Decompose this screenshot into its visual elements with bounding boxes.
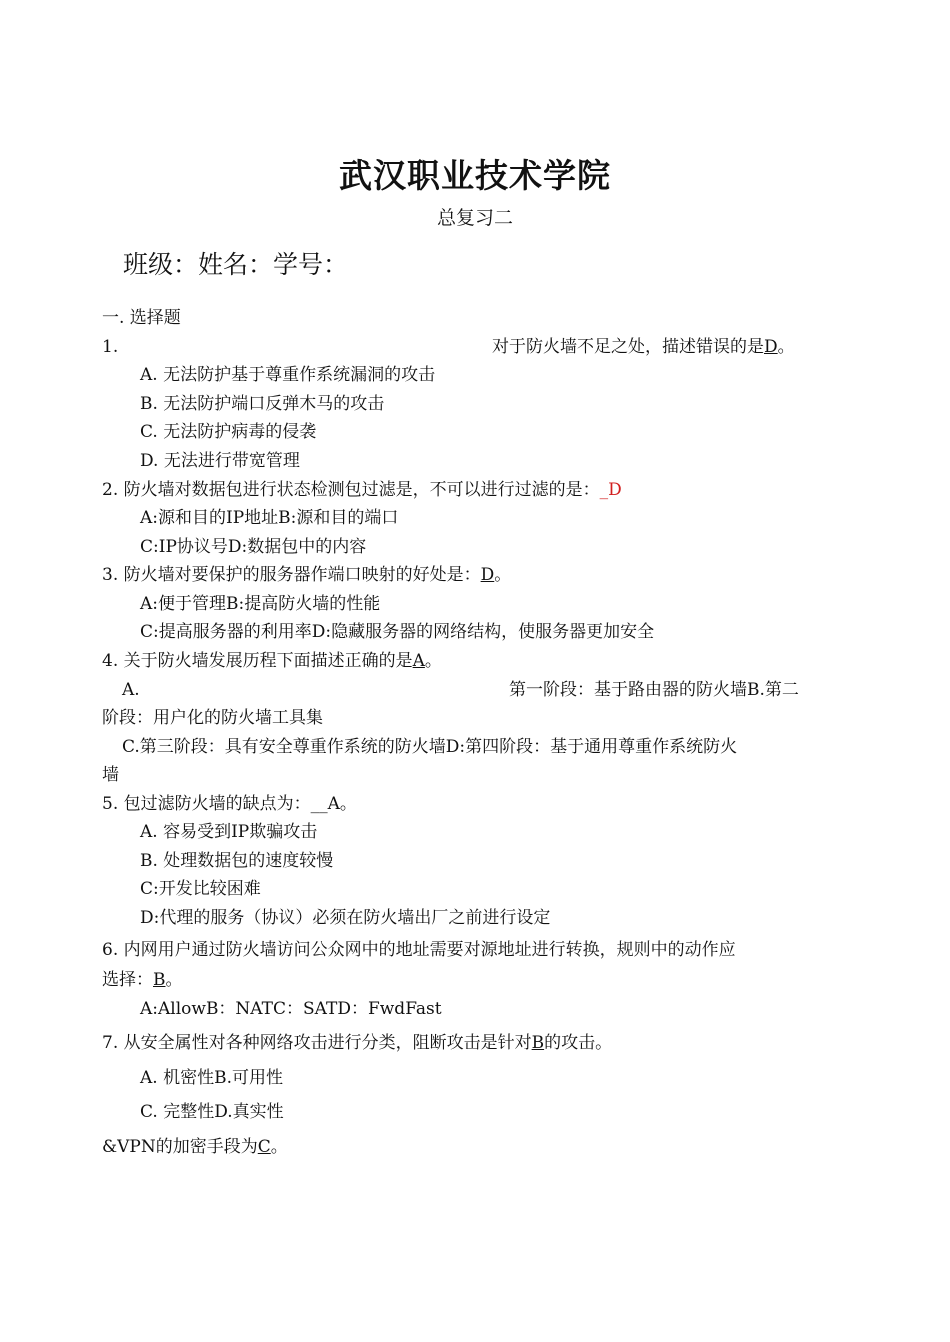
question-7-text: 7. 从安全属性对各种网络攻击进行分类，阻断攻击是针对 — [102, 1033, 532, 1053]
question-2-options-cd: C:IP协议号D:数据包中的内容 — [140, 537, 367, 557]
question-6-answer: B — [153, 970, 166, 990]
question-1-option-a: A. 无法防护基于尊重作系统漏洞的攻击 — [140, 365, 436, 385]
question-6-text: 6. 内网用户通过防火墙访问公众网中的地址需要对源地址进行转换，规则中的动作应 — [102, 940, 736, 960]
question-1-text: 对于防火墙不足之处，描述错误的是 — [492, 337, 764, 357]
question-2-answer: _D — [599, 480, 622, 500]
question-5-option-a: A. 容易受到IP欺骗攻击 — [140, 822, 318, 842]
question-6-options: A:AllowB：NATC：SATD：FwdFast — [140, 999, 442, 1019]
question-4-end: 。 — [424, 651, 442, 671]
question-4 — [102, 651, 442, 671]
question-8-text: &VPN的加密手段为 — [102, 1137, 258, 1157]
question-5 — [102, 794, 357, 814]
section-heading: 一. 选择题 — [102, 308, 181, 328]
question-7-answer: B — [531, 1033, 545, 1053]
question-2 — [102, 480, 622, 500]
question-3-answer: D — [480, 565, 495, 585]
question-7-end: 的攻击。 — [544, 1033, 613, 1053]
question-5-answer: __A — [310, 794, 340, 814]
document-subtitle: 总复习二 — [436, 207, 513, 229]
question-4-options-ab: 第一阶段：基于路由器的防火墙B.第二 — [509, 680, 799, 700]
question-4-option-a-label: A. — [122, 680, 140, 700]
question-3-options-ab: A:便于管理B:提高防火墙的性能 — [140, 594, 381, 614]
question-5-option-d: D:代理的服务（协议）必须在防火墙出厂之前进行设定 — [140, 908, 551, 928]
question-2-text: 2. 防火墙对数据包进行状态检测包过滤是，不可以进行过滤的是： — [102, 480, 600, 500]
question-5-option-b: B. 处理数据包的速度较慢 — [140, 851, 334, 871]
question-3-text: 3. 防火墙对要保护的服务器作端口映射的好处是： — [102, 565, 481, 585]
question-5-option-c: C:开发比较困难 — [140, 879, 261, 899]
question-7-options-cd: C. 完整性D.真实性 — [140, 1102, 284, 1122]
student-info-line: 班级：姓名：学号： — [123, 250, 349, 279]
question-6-text-2: 选择： — [102, 970, 153, 990]
question-1-number: 1. — [102, 337, 119, 357]
question-7 — [102, 1033, 612, 1053]
question-1-option-c: C. 无法防护病毒的侵袭 — [140, 422, 317, 442]
question-1-option-d: D. 无法进行带宽管理 — [140, 451, 300, 471]
question-8 — [102, 1137, 288, 1157]
question-2-options-ab: A:源和目的IP地址B:源和目的端口 — [140, 508, 399, 528]
question-1-end: 。 — [777, 337, 795, 357]
question-4-option-d-cont: 墙 — [102, 765, 119, 785]
question-5-text: 5. 包过滤防火墙的缺点为： — [102, 794, 311, 814]
question-4-options-cd: C.第三阶段：具有安全尊重作系统的防火墙D:第四阶段：基于通用尊重作系统防火 — [122, 737, 738, 757]
question-4-answer: A — [412, 651, 425, 671]
question-3-end: 。 — [494, 565, 512, 585]
question-3 — [102, 565, 511, 585]
question-8-end: 。 — [270, 1137, 288, 1157]
question-1 — [492, 337, 795, 357]
question-6-end: 。 — [165, 970, 183, 990]
question-3-options-cd: C:提高服务器的利用率D:隐藏服务器的网络结构，使服务器更加安全 — [140, 622, 655, 642]
question-7-options-ab: A. 机密性B.可用性 — [140, 1068, 283, 1088]
question-4-option-b-cont: 阶段：用户化的防火墙工具集 — [102, 708, 323, 728]
question-6-line-2 — [102, 970, 183, 990]
question-5-end: 。 — [339, 794, 357, 814]
question-1-option-b: B. 无法防护端口反弹木马的攻击 — [140, 394, 385, 414]
document-title: 武汉职业技术学院 — [339, 156, 611, 195]
question-4-text: 4. 关于防火墙发展历程下面描述正确的是 — [102, 651, 413, 671]
question-8-answer: C — [257, 1137, 271, 1157]
question-1-answer: D — [764, 337, 778, 357]
